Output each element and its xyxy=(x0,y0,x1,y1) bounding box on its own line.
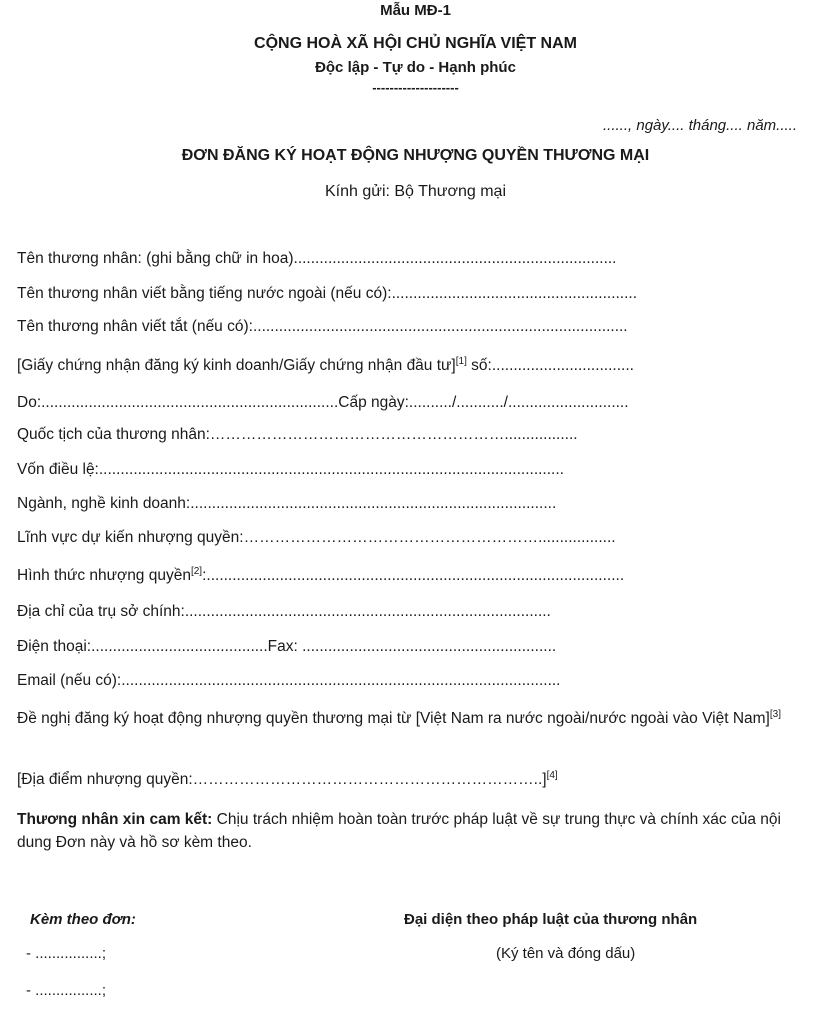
business-field: Ngành, nghề kinh doanh:..................................................................................... xyxy=(17,495,557,512)
attachment-item: - ................; xyxy=(26,982,107,999)
phone-fax-field: Điện thoại:.........................................Fax: ........................................................... xyxy=(17,638,557,655)
franchise-form-field xyxy=(17,567,624,585)
form-code: Mẫu MĐ-1 xyxy=(380,2,451,19)
footnote-ref-3: [3] xyxy=(769,708,781,720)
date-line: ......, ngày.... tháng.... năm..... xyxy=(603,117,797,134)
capital-field: Vốn điều lệ:............................................................................................................ xyxy=(17,461,564,478)
nationality-field: Quốc tịch của thương nhân:…………………………………………………................. xyxy=(17,426,578,443)
footnote-ref-1: [1] xyxy=(455,355,467,367)
addressee: Kính gửi: Bộ Thương mại xyxy=(324,183,507,200)
header-separator: -------------------- xyxy=(372,80,459,95)
legal-representative-label: Đại diện theo pháp luật của thương nhân xyxy=(404,911,698,928)
merchant-name-field: Tên thương nhân: (ghi bằng chữ in hoa)........................................................................... xyxy=(17,250,617,267)
franchise-form-label: Hình thức nhượng quyền xyxy=(17,567,191,584)
document-title: ĐƠN ĐĂNG KÝ HOẠT ĐỘNG NHƯỢNG QUYỀN THƯƠNG MẠI xyxy=(181,147,650,164)
attachment-item: - ................; xyxy=(26,945,107,962)
license-number: số:................................. xyxy=(466,357,634,374)
attachments-label: Kèm theo đơn: xyxy=(30,911,136,928)
address-field: Địa chỉ của trụ sở chính:..................................................................................... xyxy=(17,603,551,620)
commitment-text: Chịu trách nhiệm hoàn toàn trước pháp luật về sự trung thực và chính xác của nội dung Đơn này và hồ sơ kèm theo. xyxy=(17,811,781,851)
license-label: [Giấy chứng nhận đăng ký kinh doanh/Giấy chứng nhận đầu tư] xyxy=(17,357,456,374)
short-name-field: Tên thương nhân viết tắt (nếu có):....................................................................................... xyxy=(17,318,628,335)
nation-title: CỘNG HOÀ XÃ HỘI CHỦ NGHĨA VIỆT NAM xyxy=(254,35,577,52)
issued-field: Do:.....................................................................Cấp ngày:........../.........../............................ xyxy=(17,394,629,411)
footnote-ref-4: [4] xyxy=(546,769,558,781)
motto: Độc lập - Tự do - Hạnh phúc xyxy=(315,59,516,76)
footnote-ref-2: [2] xyxy=(190,565,203,577)
commitment-label: Thương nhân xin cam kết: xyxy=(17,811,213,828)
foreign-name-field: Tên thương nhân viết bằng tiếng nước ngoài (nếu có):......................................................... xyxy=(17,285,638,302)
license-field xyxy=(17,357,634,375)
location-field xyxy=(17,771,558,789)
email-field: Email (nếu có):...................................................................................................... xyxy=(17,672,561,689)
franchise-field: Lĩnh vực dự kiến nhượng quyền:………………………………………………….................. xyxy=(17,529,616,546)
location-text: [Địa điểm nhượng quyền:…………………………………………………………..] xyxy=(17,771,547,788)
commitment-paragraph xyxy=(17,808,817,854)
request-text: Đề nghị đăng ký hoạt động nhượng quyền thương mại từ [Việt Nam ra nước ngoài/nước ngoài vào Việt Nam] xyxy=(17,710,770,727)
franchise-form-dots: :................................................................................................. xyxy=(202,567,625,584)
signature-note: (Ký tên và đóng dấu) xyxy=(496,945,636,962)
request-paragraph xyxy=(17,705,807,733)
